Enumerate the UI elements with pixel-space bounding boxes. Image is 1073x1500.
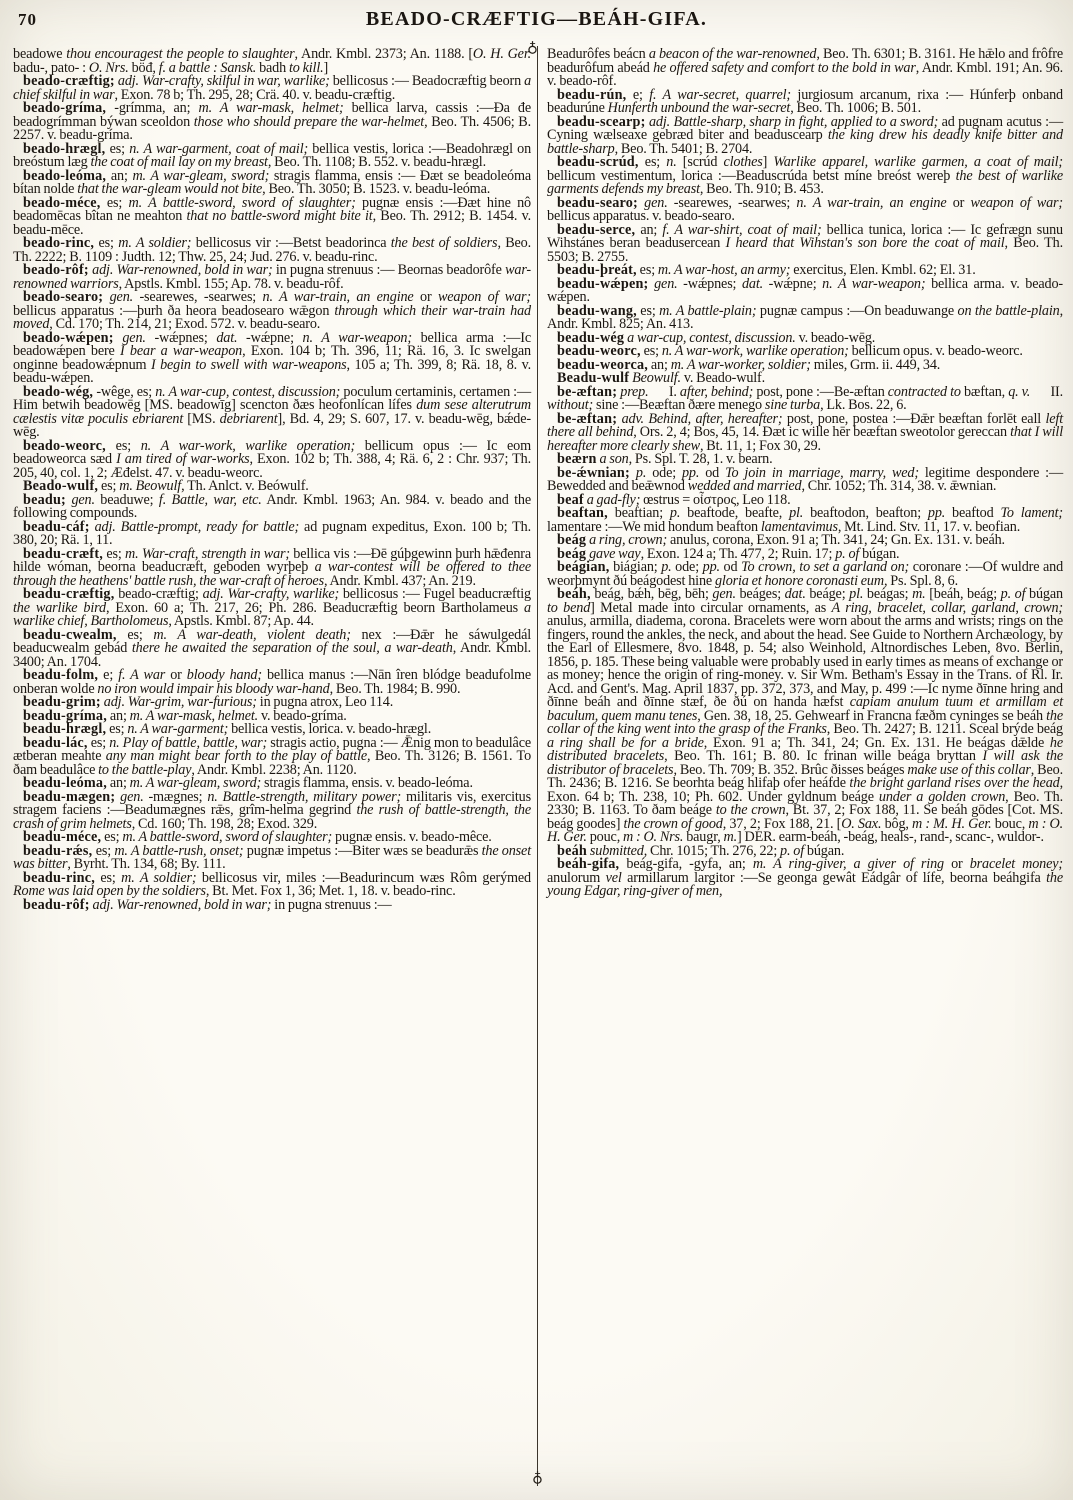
entry-body: gen. -searewes, -searwes; n. A war-train, an engine or weapon of war; bellicus apparatus :—þurh ða heora beadosearo wǣgon through which their war-train had moved, Cd. 170; Th. 214, 21; Exod. 572. v. beadu-searo. [13, 289, 532, 332]
page-title: BEADO-CRÆFTIG—BEÁH-GIFA. [365, 8, 708, 30]
dictionary-entry [13, 896, 531, 913]
entry-headword: beadu-rún, [557, 86, 627, 103]
entry-headword: Beadu-wulf [557, 370, 630, 386]
entry-body: es; n. A war-work, warlike operation; bellicum opus :— Ic eom beadoweorca sæd I am tired of war-works, Exon. 102 b; Th. 388, 4; Rä. 6, 2 : Chr. 937; Th. 205, 40, col. 1, 2; Æđelst. 47. v. beadu-weorc. [13, 437, 531, 481]
entry-headword: beærn [557, 451, 597, 467]
dictionary-entry [13, 518, 531, 548]
entry-body: adj. War-grim, war-furious; in pugna atrox, Leo 114. [103, 694, 394, 710]
left-column [13, 48, 531, 1494]
entry-body: es; m. A battle-plain; pugnæ campus :—On beaduwange on the battle-plain, Andr. Kmbl. 825; An. 413. [547, 302, 1063, 332]
entry-body: es; n. A war-work, warlike operation; bellicum opus. v. beado-weorc. [640, 343, 1023, 359]
entry-body: adj. War-renowned, bold in war; in pugna strenuus :— Beornas beadorôfe war-renowned warriors, Apstls. Kmbl. 155; Ap. 78. v. beadu-rôf. [13, 262, 531, 292]
entry-headword: beado-rôf; [23, 262, 89, 278]
entry-headword: beadu-scearp; [557, 113, 646, 130]
entry-headword: be-ǽwnian; [557, 464, 630, 481]
entry-headword: beadu-cáf; [23, 518, 90, 535]
dictionary-entry [13, 734, 532, 778]
entry-headword: beáh-gifa, [557, 856, 620, 872]
entry-body: adj. War-renowned, bold in war; in pugna strenuus :— [92, 896, 392, 913]
entry-headword: beado-wǽpen; [23, 329, 114, 346]
entry-headword: beadu-leóma, [23, 775, 107, 791]
dictionary-entry [13, 588, 531, 629]
entry-headword: beadu-lác, [23, 734, 88, 751]
dictionary-entry [13, 75, 531, 102]
dictionary-entry [13, 869, 532, 899]
dictionary-entry [547, 383, 1064, 413]
entry-body: es; m. A war-host, an army; exercitus, Elen. Kmbl. 62; El. 31. [636, 262, 976, 278]
entry-body: es; n. A war-garment, coat of mail; bellica vestis, lorica :—Beadohrægl on breóstum læg the coat of mail lay on my breast, Beo. Th. 1108; B. 552. v. beadu-hrægl. [13, 140, 532, 170]
dictionary-entry [13, 102, 531, 143]
entry-body: es; m. A soldier; bellicosus vir :—Betst beadorinca the best of soldiers, Beo. Th. 2222; B. 1109 : Judth. 12; Thw. 25, 24; Jud. 276. v. beadu-rinc. [13, 235, 531, 265]
right-column [547, 48, 1063, 1494]
text-columns [13, 48, 1063, 1494]
entry-body: Beowulf. v. Beado-wulf. [632, 370, 766, 386]
entry-body: gen. -wǽpnes; dat. -wǽpne; n. A war-weapon; bellica arma :—Ic beadowǽpen bere I bear a war-weapon, Exon. 104 b; Th. 396, 11; Rä. 16, 3. Ic swelgan onginne beadowǽpnum I begin to swell with war-weapons, 105 a; Th. 399, 8; Rä. 18, 8. v. beadu-wǽpen. [13, 329, 531, 386]
entry-body: gen. -searewes, -searwes; n. A war-train, an engine or weapon of war; bellicus apparatus. v. beado-searo. [547, 194, 1064, 224]
entry-body: es; n. [scrúd clothes] Warlike apparel, warlike garmen, a coat of mail; bellicum vestimentum, lorica :—Beaduscrúda betst míne breóst wereþ the best of warlike garments defends my breast, Beo. Th. 910; B. 453. [547, 154, 1064, 197]
entry-body: es; m. A battle-rush, onset; pugnæ impetus :—Biter wæs se beadurǣs the onset was bitter, Byrht. Th. 134, 68; By. 111. [13, 842, 531, 872]
entry-headword: beado-searo; [23, 289, 104, 305]
dictionary-entry [547, 588, 1063, 845]
entry-headword: beadu-wang, [557, 302, 637, 319]
entry-body: a ring, crown; anulus, corona, Exon. 91 a; Th. 341, 24; Gn. Ex. 131. v. beáh. [589, 532, 1005, 548]
entry-headword: beadu-mægen; [23, 788, 116, 805]
entry-body: an; m. A war-mask, helmet. v. beado-gríma. [106, 707, 347, 724]
entry-headword: beadu-grim; [23, 694, 101, 710]
entry-body: prep. I. after, behind; post, pone :—Be-æftan contracted to bæftan, q. v. II. without; sine :—Beæftan ðære menego sine turba, Lk. Bos. 22, 6. [547, 383, 1064, 413]
dictionary-entry [547, 48, 1063, 89]
entry-headword: beadu-cræft, [23, 545, 104, 562]
entry-headword: beado-rinc, [23, 235, 95, 251]
entry-headword: beadu-cwealm, [23, 626, 117, 643]
entry-headword: beágian, [557, 559, 610, 575]
entry-headword: beado-cræftig; [23, 73, 115, 89]
entry-body: an; m. A war-gleam, sword; stragis flamma, ensis. v. beado-leóma. [106, 775, 473, 791]
dictionary-entry [13, 842, 531, 872]
entry-headword: beadu-þreát, [557, 262, 637, 278]
dictionary-entry [547, 858, 1063, 899]
entry-body: es; m. A battle-sword, sword of slaughter; pugnæ ensis :—Ðæt hine nô beadomēcas bîtan ne meahton that no battle-sword might bite it, Beo. Th. 2912; B. 1454. v. beadu-mēce. [13, 194, 531, 238]
dictionary-entry [13, 329, 531, 386]
entry-headword: beadu; [23, 491, 66, 508]
entry-body: adj. War-crafty, skilful in war, warlike; bellicosus :— Beadocræftig beorn a chief skilful in war, Exon. 78 b; Th. 295, 28; Crä. 40. v. beadu-cræftig. [13, 73, 532, 103]
entry-body: -grímma, an; m. A war-mask, helmet; bellica larva, cassis :—Ða đe beadogrímman býwan sceoldon those who should prepare the war-helmet, Beo. Th. 4506; B. 2257. v. beadu-gríma. [13, 100, 531, 143]
dictionary-entry [13, 264, 531, 291]
entry-headword: beáh [557, 842, 587, 859]
dictionary-entry [547, 221, 1064, 265]
entry-body: adj. Battle-prompt, ready for battle; ad pugnam expeditus, Exon. 100 b; Th. 380, 20; Rä. 1, 11. [13, 518, 531, 548]
entry-headword: beadu-gríma, [23, 707, 107, 724]
dictionary-entry [547, 275, 1063, 305]
entry-body: an; f. A war-shirt, coat of mail; bellica tunica, lorica :— Ic gefrægn sunu Wihstánes beran beadusercean I heard that Wihstan's son bore the coat of mail, Beo. Th. 5503; B. 2755. [547, 221, 1064, 265]
entry-body: adv. Behind, after, hereafter; post, pone, postea :—Ðǣr beæftan forlēt eall left there all behind, Ors. 2, 4; Bos, 45, 14. Ðæt ic wille hēr beæftan sweotolor gereccan that I will hereafter more clearly shew, Bt. 11, 1; Fox 30, 29. [547, 410, 1063, 454]
dictionary-entry [13, 669, 531, 696]
entry-body: an; m. A war-worker, soldier; miles, Grm. ii. 449, 34. [648, 356, 941, 373]
page-number: 70 [18, 10, 37, 29]
entry-headword: beado-weorc, [23, 437, 106, 454]
dictionary-entry [13, 48, 531, 75]
entry-body: es; m. A battle-sword, sword of slaughter; pugnæ ensis. v. beado-mêce. [101, 829, 492, 845]
entry-headword: beadu-wǽpen; [557, 275, 649, 292]
entry-headword: beado-méce, [23, 194, 101, 211]
entry-headword: Beado-wulf, [23, 478, 99, 494]
entry-body: gen. -wǽpnes; dat. -wǽpne; n. A war-weapon; bellica arma. v. beado-wǽpen. [547, 275, 1063, 305]
entry-body: gen. beaduwe; f. Battle, war, etc. Andr. Kmbl. 1963; An. 984. v. beado and the following compounds. [13, 491, 531, 521]
entry-body: adj. Battle-sharp, sharp in fight, applied to a sword; ad pugnam acutus :—Cyning wælseaxe gebræd biter and beaduscearp the king drew his deadly knife bitter and battle-sharp, Beo. Th. 5401; B. 2704. [547, 113, 1064, 157]
dictionary-entry [13, 437, 531, 481]
entry-headword: beadu-hrægl, [23, 721, 107, 737]
dictionary-entry [547, 86, 1063, 116]
dictionary-entry [547, 507, 1063, 534]
entry-body: beadowe thou encouragest the people to slaughter, Andr. Kmbl. 2373; An. 1188. [O. H. Ger. badu-, pato- : O. Nrs. böđ, f. a battle : Sansk. badh to kill.] [13, 46, 532, 76]
entry-body: p. ode; pp. od To join in marriage, marry, wed; legitime despondere :—Bewedded and beǣwnod wedded and married, Chr. 1052; Th. 314, 38. v. ǣwnian. [547, 464, 1064, 494]
dictionary-entry [547, 561, 1063, 588]
entry-body: es; m. A soldier; bellicosus vir, miles :—Beadurincum wæs Rôm gerýmed Rome was laid open by the soldiers, Bt. Met. Fox 1, 36; Met. 1, 18. v. beado-rinc. [13, 869, 532, 899]
entry-body: a war-cup, contest, discussion. v. beado-wēg. [627, 329, 876, 346]
entry-body: es; m. A war-death, violent death; nex :—Ðǣr he sáwulgedál beaducwealm gebád there he awaited the separation of the soul, a war-death, Andr. Kmbl. 3400; An. 1704. [13, 626, 532, 670]
entry-body: es; m. War-craft, strength in war; bellica vis :—Ðē gúþgewinn þurh hǣđenra hilde wóman, beorna beaducræft, geboden wyrþeþ a war-contest will be offered to thee through the heathens' battle rush, the war-craft of heroes, Andr. Kmbl. 437; An. 219. [13, 545, 532, 589]
entry-body: beaftian; p. beaftode, beafte, pl. beaftodon, beafton; pp. beaftod To lament; lamentare :—We mid hondum beafton lamentavimus, Mt. Lind. Stv. 11, 17. v. beofian. [547, 505, 1063, 535]
dictionary-entry [13, 383, 532, 440]
entry-body: Beadurôfes beácn a beacon of the war-renowned, Beo. Th. 6301; B. 3161. He hǣlo and frôfre beadurôfum abeád he offered safety and comfort to the bold in war, Andr. Kmbl. 191; An. 96. v. beado-rôf. [547, 46, 1063, 89]
entry-headword: beadu-scrúd, [557, 154, 639, 170]
press-mark-top-icon: ♁ [527, 38, 538, 56]
entry-body: -wêge, es; n. A war-cup, contest, discussion; poculum certaminis, certamen :—Him betwih beadowēg [MS. beadowīg] scencton ðæs heofonlícan lífes dum sese alterutrum cælestis vitæ poculis ebriarent [MS. debriarent], Bd. 4, 29; S. 607, 17. v. beadu-wēg, bǽde-wēg. [13, 383, 532, 440]
entry-headword: beado-leóma, [23, 167, 107, 184]
entry-headword: beáh, [557, 586, 591, 602]
entry-body: gen. -mægnes; n. Battle-strength, military power; militaris vis, exercitus stragem faciens :—Beadumægnes rǣs, grîm-helma gegrind the rush of battle-strength, the crash of grim helmets, Cd. 160; Th. 198, 28; Exod. 329. [13, 788, 531, 832]
entry-body: e; f. A war or bloody hand; bellica manus :—Nān îren blódge beadufolme onberan wolde no iron would impair his bloody war-hand, Beo. Th. 1984; B. 990. [13, 667, 531, 697]
entry-headword: beadu-searo; [557, 194, 638, 211]
entry-headword: beadu-cræftig, [23, 586, 115, 602]
dictionary-entry [547, 302, 1063, 332]
entry-body: es; m. Beowulf, Th. Anlct. v. Beówulf. [98, 478, 309, 494]
dictionary-entry [13, 491, 531, 521]
entry-headword: beaf [557, 491, 584, 508]
entry-headword: beado-gríma, [23, 100, 107, 116]
entry-headword: beadu-méce, [23, 829, 102, 845]
entry-body: es; n. A war-garment; bellica vestis, lorica. v. beado-hrægl. [106, 721, 432, 737]
entry-body: an; m. A war-gleam, sword; stragis flamma, ensis :— Ðæt se beadoleóma bítan nolde that the war-gleam would not bite, Beo. Th. 3050; B. 1523. v. beadu-leóma. [13, 167, 531, 197]
press-mark-bottom-icon: ♁ [532, 1468, 543, 1486]
entry-headword: beadu-rǽs, [23, 842, 93, 859]
entry-body: beado-cræftig; adj. War-crafty, warlike; bellicosus :— Fugel beaducræftig the warlike bird, Exon. 60 a; Th. 217, 26; Ph. 286. Beaducræftig beorn Bartholameus a warlike chief, Bartholomeus, Apstls. Kmbl. 87; Ap. 44. [13, 586, 531, 629]
entry-body: a gad-fly; œstrus = οἶστρος, Leo 118. [586, 491, 791, 508]
dictionary-entry [547, 156, 1063, 197]
entry-headword: beadu-wég [557, 329, 625, 346]
entry-body: es; n. Play of battle, battle, war; stragis actio, pugna :— Ǣnig mon to beadulâce ætberan meahte any man might bear forth to the play of battle, Beo. Th. 3126; B. 1561. To ðam beadulâce to the battle-play, Andr. Kmbl. 2238; An. 1120. [13, 734, 532, 778]
entry-headword: beadu-folm, [23, 667, 99, 683]
dictionary-entry [13, 167, 531, 197]
dictionary-entry [13, 140, 532, 170]
entry-headword: beadu-rôf; [23, 896, 90, 913]
entry-body: submitted, Chr. 1015; Th. 276, 22; p. of búgan. [589, 842, 845, 859]
entry-headword: be-æftan; [557, 383, 618, 400]
dictionary-entry [13, 545, 532, 589]
entry-headword: beaftan, [557, 505, 608, 521]
entry-headword: beadu-weorca, [557, 356, 649, 373]
entry-headword: beado-hrægl, [23, 140, 106, 157]
dictionary-entry [547, 410, 1063, 454]
entry-body: a son, Ps. Spl. T. 28, 1. v. bearn. [599, 451, 773, 467]
entry-body: beág, bǽh, bēg, bēh; gen. beáges; dat. beáge; pl. beágas; m. [beáh, beág; p. of búgan to bend] Metal made into circular ornaments, as A ring, bracelet, collar, garland, crown; anulus, armilla, diadema, corona. Bracelets were worn about the arms and wrists; rings on the fingers, round the ankles, the neck, and about the head. See Guide to Northern Archæology, by the Earl of Ellesmere, 8vo. 1848, p. 54; also Weinhold, Altnordisches Leben, 8vo. Berlin, 1856, p. 185. These being valuable were probably used in early times as means of exchange or as money; hence the origin of ring-money. v. Sir Wm. Betham's Essay in the Trans. of Rl. Ir. Acd. and Gent's. Mag. April 1837, pp. 372, 373, and May, p. 499 :—Ic nyme ðīnne hring and ðīnne beáh and ðīnne stæf, ðe ðú on handa hæfst capiam anulum tuum et armillam et baculum, quem manu tenes, Gen. 38, 18, 25. Gehwearf in Francna fæðm cyninges se beáh the collar of the king went into the grasp of the Franks, Beo. Th. 2427; B. 1211. Sceal brýde beág a ring shall be for a bride, Exon. 91 a; Th. 341, 24; Gn. Ex. 131. He beágas dǣlde he distributed bracelets, Beo. Th. 161; B. 80. Ic frinan wille beága bryttan I will ask the distributor of bracelets, Beo. Th. 709; B. 352. Brûc ðisses beáges make use of this collar, Beo. Th. 2436; B. 1216. Se beorhta beág hlifaþ ofer heáfde the bright garland rises over the head, Exon. 64 b; Th. 238, 10; Ph. 602. Under gyldnum beáge under a golden crown, Beo. Th. 2330; B. 1163. To ðam beáge to the crown, Bt. 37, 2; Fox 188, 11. Se beáh gōdes [Cot. MS. beág goodes] the crown of good, 37, 2; Fox 188, 21. [O. Sax. bôg, m : M. H. Ger. bouc, m : O. H. Ger. pouc, m : O. Nrs. baugr, m.] DER. earm-beáh, -beág, heals-, rand-, scanc-, wuldor-. [547, 586, 1064, 845]
entry-body: biágian; p. ode; pp. od To crown, to set a garland on; coronare :—Of wuldre and weorþmynt ðú beágodest hine gloria et honore coronasti eum, Ps. Spl. 8, 6. [547, 559, 1064, 589]
entry-headword: beado-wég, [23, 383, 94, 400]
entry-headword: be-æftan; [557, 410, 618, 427]
entry-body: e; f. A war-secret, quarrel; jurgiosum arcanum, rixa :— Húnferþ onband beadurúne Hunferth unbound the war-secret, Beo. Th. 1006; B. 501. [547, 86, 1063, 116]
dictionary-entry [13, 788, 531, 832]
entry-body: gave way, Exon. 124 a; Th. 477, 2; Ruin. 17; p. of búgan. [589, 545, 900, 562]
entry-body: beág-gifa, -gyfa, an; m. A ring-giver, a giver of ring or bracelet money; anulorum vel armillarum largitor :—Se geonga gewât Eádgâr of lífe, beorna beáhgifa the young Edgar, ring-giver of men, [547, 856, 1063, 899]
dictionary-entry [13, 291, 531, 332]
dictionary-entry [13, 194, 531, 238]
entry-headword: beadu-rinc, [23, 869, 95, 886]
entry-headword: beadu-serce, [557, 221, 636, 238]
dictionary-entry [547, 113, 1064, 157]
entry-headword: beág [557, 532, 587, 548]
dictionary-entry [13, 237, 531, 264]
entry-headword: beág [557, 545, 587, 562]
entry-headword: beadu-weorc, [557, 343, 641, 359]
dictionary-entry [547, 464, 1064, 494]
dictionary-entry [13, 626, 532, 670]
dictionary-entry [547, 194, 1064, 224]
